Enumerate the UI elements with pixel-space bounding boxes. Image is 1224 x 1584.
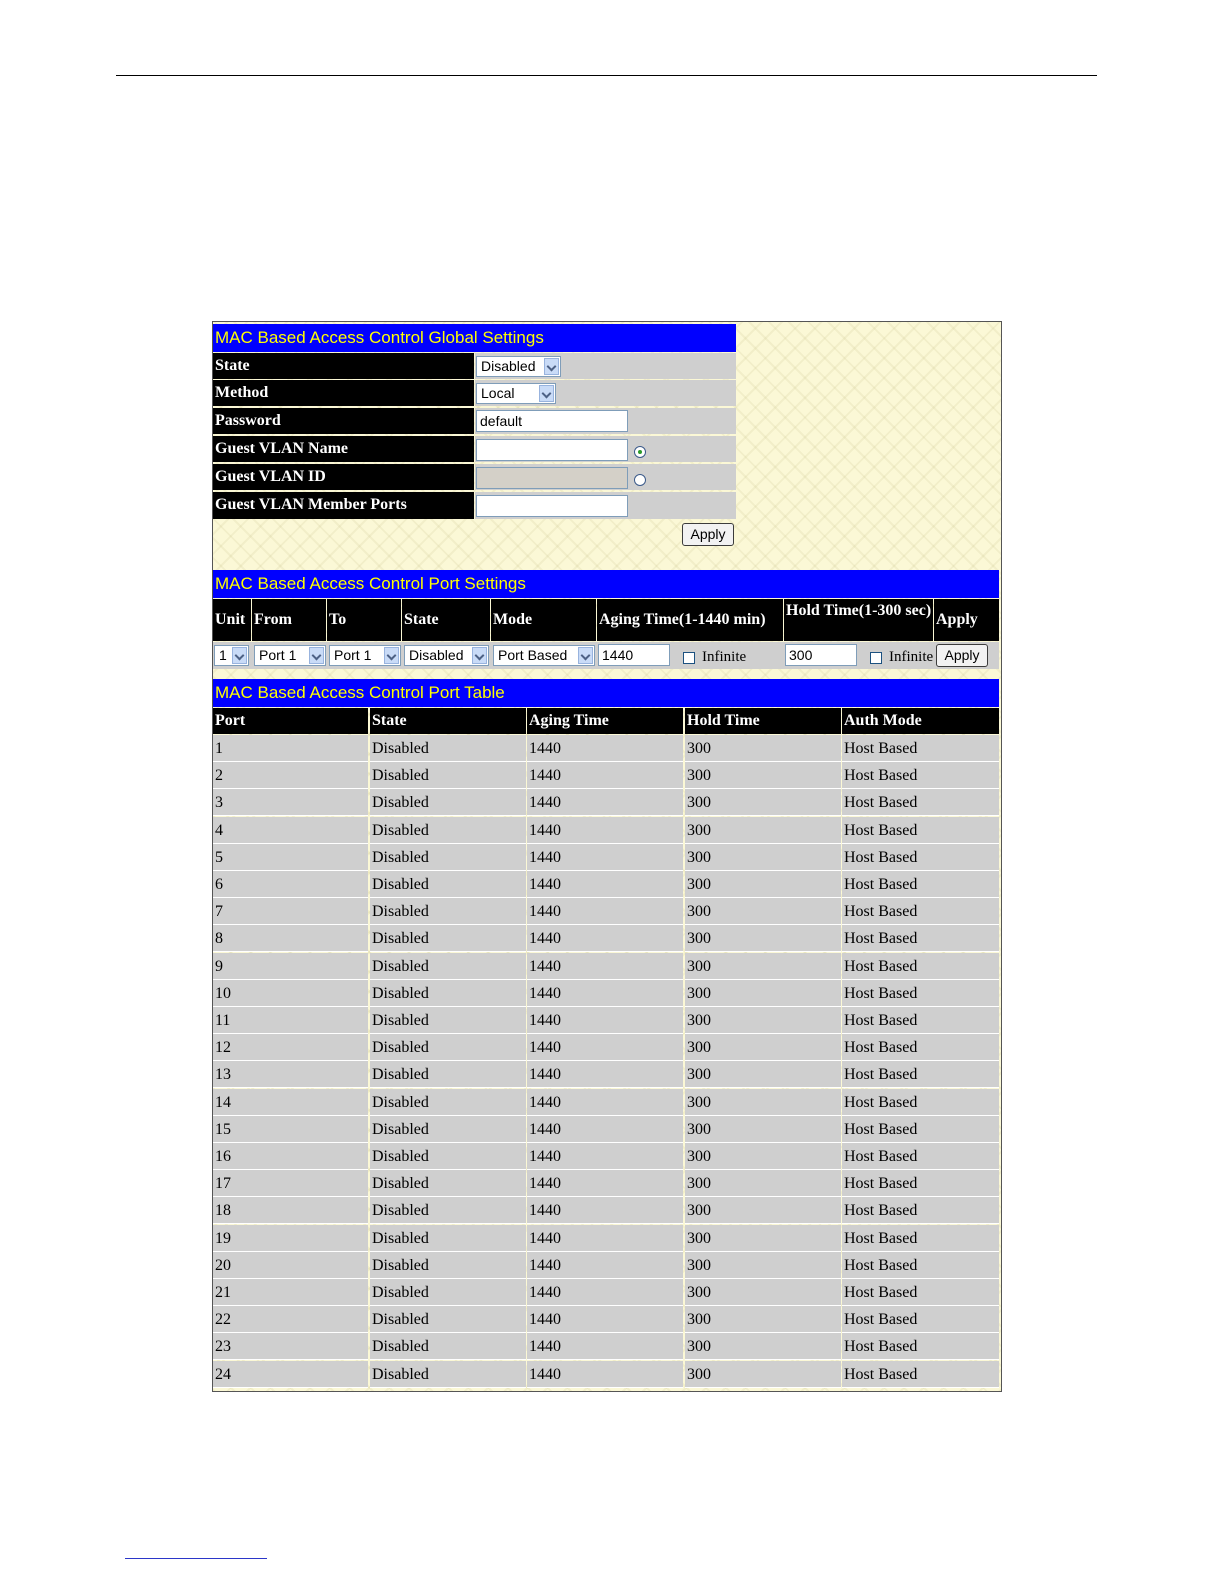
table-cell: 1440: [527, 1225, 683, 1252]
table-cell: 300: [685, 817, 841, 844]
state-select[interactable]: [476, 356, 561, 377]
hold-time-input[interactable]: [785, 644, 857, 666]
state-select-value: Disabled: [481, 358, 536, 374]
table-cell: 8: [213, 925, 368, 952]
table-cell: Host Based: [842, 1225, 999, 1252]
table-cell: 300: [685, 1333, 841, 1360]
table-cell: Disabled: [370, 1225, 526, 1252]
port-settings-header-hold-time: Hold Time(1-300 sec): [784, 599, 933, 641]
table-cell: 9: [213, 953, 368, 980]
table-cell: 1440: [527, 898, 683, 925]
table-cell: Host Based: [842, 1089, 999, 1116]
port-settings-header-unit: Unit: [213, 599, 251, 641]
chevron-down-icon: [539, 385, 554, 402]
aging-time-input[interactable]: [598, 644, 670, 666]
aging-infinite-label: Infinite: [702, 649, 747, 665]
table-cell: 3: [213, 789, 368, 816]
hold-infinite-label: Infinite: [889, 649, 934, 665]
port-settings-header-aging-time: Aging Time(1-1440 min): [597, 599, 783, 641]
table-cell: 1: [213, 735, 368, 762]
table-cell: Disabled: [370, 1034, 526, 1061]
chevron-down-icon: [544, 358, 559, 375]
table-cell: Host Based: [842, 1361, 999, 1388]
method-label: Method: [213, 380, 474, 406]
state-label: State: [213, 353, 474, 379]
table-cell: Host Based: [842, 1170, 999, 1197]
password-input-value: default: [480, 413, 523, 429]
table-cell: 1440: [527, 871, 683, 898]
port-table-header-hold-time: Hold Time: [685, 708, 841, 734]
table-cell: 1440: [527, 1007, 683, 1034]
table-cell: 300: [685, 1279, 841, 1306]
table-cell: Host Based: [842, 1007, 999, 1034]
table-cell: Host Based: [842, 735, 999, 762]
table-cell: 1440: [527, 1143, 683, 1170]
from-port-select[interactable]: [254, 645, 326, 666]
to-port-select[interactable]: [329, 645, 401, 666]
table-cell: Disabled: [370, 1252, 526, 1279]
password-input[interactable]: [476, 410, 628, 432]
chevron-down-icon: [578, 647, 593, 664]
table-cell: 300: [685, 1089, 841, 1116]
table-cell: 1440: [527, 735, 683, 762]
table-cell: 10: [213, 980, 368, 1007]
table-cell: 300: [685, 1170, 841, 1197]
table-cell: 24: [213, 1361, 368, 1388]
table-cell: 300: [685, 789, 841, 816]
table-cell: 300: [685, 1197, 841, 1224]
table-cell: 17: [213, 1170, 368, 1197]
method-select[interactable]: [476, 383, 556, 404]
port-table-title: MAC Based Access Control Port Table: [213, 679, 999, 707]
table-cell: Host Based: [842, 1143, 999, 1170]
table-cell: 1440: [527, 953, 683, 980]
table-cell: Host Based: [842, 1333, 999, 1360]
table-cell: 18: [213, 1197, 368, 1224]
table-cell: Disabled: [370, 1170, 526, 1197]
table-cell: Disabled: [370, 898, 526, 925]
table-cell: Host Based: [842, 817, 999, 844]
table-cell: 1440: [527, 1061, 683, 1088]
table-cell: Host Based: [842, 953, 999, 980]
mac-access-control-panel: [212, 321, 1002, 1392]
table-cell: 7: [213, 898, 368, 925]
chevron-down-icon: [232, 647, 247, 664]
table-cell: 1440: [527, 1252, 683, 1279]
table-cell: 1440: [527, 1279, 683, 1306]
table-cell: Disabled: [370, 735, 526, 762]
table-cell: Disabled: [370, 1007, 526, 1034]
table-cell: Host Based: [842, 1252, 999, 1279]
table-cell: Disabled: [370, 1089, 526, 1116]
table-cell: 14: [213, 1089, 368, 1116]
table-cell: 300: [685, 980, 841, 1007]
table-cell: 300: [685, 1007, 841, 1034]
table-cell: Disabled: [370, 980, 526, 1007]
table-cell: 300: [685, 1061, 841, 1088]
table-cell: Host Based: [842, 762, 999, 789]
port-settings-title: MAC Based Access Control Port Settings: [213, 570, 999, 598]
chevron-down-icon: [472, 647, 487, 664]
table-cell: Host Based: [842, 789, 999, 816]
table-cell: Disabled: [370, 1333, 526, 1360]
table-cell: 300: [685, 1252, 841, 1279]
table-cell: Host Based: [842, 871, 999, 898]
table-cell: 1440: [527, 1197, 683, 1224]
table-cell: 22: [213, 1306, 368, 1333]
port-table-header-port: Port: [213, 708, 368, 734]
table-cell: 6: [213, 871, 368, 898]
table-cell: 1440: [527, 1361, 683, 1388]
table-cell: Disabled: [370, 925, 526, 952]
table-cell: 1440: [527, 1116, 683, 1143]
table-cell: 1440: [527, 1089, 683, 1116]
table-cell: 2: [213, 762, 368, 789]
table-cell: Host Based: [842, 1034, 999, 1061]
port-table-header-aging-time: Aging Time: [527, 708, 683, 734]
table-cell: 1440: [527, 762, 683, 789]
table-cell: 5: [213, 844, 368, 871]
table-cell: Host Based: [842, 844, 999, 871]
table-cell: 300: [685, 1361, 841, 1388]
table-cell: 300: [685, 871, 841, 898]
table-cell: Host Based: [842, 1061, 999, 1088]
guest-vlan-member-ports-input[interactable]: [476, 495, 628, 517]
password-label: Password: [213, 408, 474, 434]
port-state-select[interactable]: [404, 645, 489, 666]
table-cell: 300: [685, 925, 841, 952]
table-cell: Disabled: [370, 871, 526, 898]
table-cell: 23: [213, 1333, 368, 1360]
table-cell: 4: [213, 817, 368, 844]
guest-vlan-name-label: Guest VLAN Name: [213, 436, 474, 462]
table-cell: Disabled: [370, 844, 526, 871]
table-cell: 300: [685, 1116, 841, 1143]
table-cell: Host Based: [842, 1306, 999, 1333]
table-cell: Disabled: [370, 1197, 526, 1224]
table-cell: 300: [685, 953, 841, 980]
table-cell: Host Based: [842, 980, 999, 1007]
table-cell: Host Based: [842, 1116, 999, 1143]
hold-infinite-checkbox[interactable]: [870, 652, 882, 664]
table-cell: Disabled: [370, 1116, 526, 1143]
table-cell: Host Based: [842, 925, 999, 952]
table-cell: Host Based: [842, 1279, 999, 1306]
global-apply-button[interactable]: Apply: [682, 523, 734, 546]
global-settings-title: MAC Based Access Control Global Settings: [213, 324, 736, 352]
table-cell: 300: [685, 1225, 841, 1252]
table-cell: 1440: [527, 789, 683, 816]
table-cell: 300: [685, 1034, 841, 1061]
footer-link-underline: [125, 1558, 267, 1559]
port-settings-header-state: State: [402, 599, 490, 641]
table-cell: 1440: [527, 980, 683, 1007]
unit-select-value: 1: [219, 647, 227, 663]
guest-vlan-name-input[interactable]: [476, 439, 628, 461]
page-top-rule: [116, 75, 1097, 76]
table-cell: 300: [685, 898, 841, 925]
table-cell: Disabled: [370, 1306, 526, 1333]
table-cell: 300: [685, 735, 841, 762]
guest-vlan-member-ports-label: Guest VLAN Member Ports: [213, 492, 474, 519]
table-cell: Disabled: [370, 1143, 526, 1170]
table-cell: 300: [685, 1143, 841, 1170]
table-cell: 300: [685, 1306, 841, 1333]
table-cell: Disabled: [370, 1061, 526, 1088]
aging-infinite-checkbox[interactable]: [683, 652, 695, 664]
table-cell: 1440: [527, 925, 683, 952]
mode-select[interactable]: [493, 645, 595, 666]
table-cell: 16: [213, 1143, 368, 1170]
table-cell: 13: [213, 1061, 368, 1088]
mode-select-value: Port Based: [498, 647, 568, 663]
table-cell: 1440: [527, 817, 683, 844]
guest-vlan-name-radio[interactable]: [634, 446, 646, 458]
table-cell: 11: [213, 1007, 368, 1034]
port-settings-header-apply: Apply: [934, 599, 999, 641]
table-cell: 15: [213, 1116, 368, 1143]
method-select-value: Local: [481, 385, 515, 401]
guest-vlan-id-input[interactable]: [476, 467, 628, 489]
table-cell: 19: [213, 1225, 368, 1252]
table-cell: 1440: [527, 1306, 683, 1333]
port-state-select-value: Disabled: [409, 647, 464, 663]
table-cell: 1440: [527, 1170, 683, 1197]
table-cell: Disabled: [370, 762, 526, 789]
aging-time-value: 1440: [602, 647, 634, 663]
hold-time-value: 300: [789, 647, 813, 663]
table-cell: Host Based: [842, 1197, 999, 1224]
table-cell: 1440: [527, 844, 683, 871]
port-settings-apply-button[interactable]: Apply: [936, 644, 988, 667]
table-cell: 12: [213, 1034, 368, 1061]
port-settings-header-to: To: [327, 599, 401, 641]
table-cell: 300: [685, 844, 841, 871]
port-table-header-auth-mode: Auth Mode: [842, 708, 999, 734]
guest-vlan-id-radio[interactable]: [634, 474, 646, 486]
table-cell: Disabled: [370, 1279, 526, 1306]
table-cell: Disabled: [370, 789, 526, 816]
table-cell: 300: [685, 762, 841, 789]
from-port-select-value: Port 1: [259, 647, 297, 663]
table-cell: 1440: [527, 1034, 683, 1061]
table-cell: Host Based: [842, 898, 999, 925]
table-cell: 21: [213, 1279, 368, 1306]
table-cell: 20: [213, 1252, 368, 1279]
guest-vlan-id-label: Guest VLAN ID: [213, 464, 474, 490]
table-cell: Disabled: [370, 953, 526, 980]
port-settings-header-mode: Mode: [491, 599, 596, 641]
table-cell: Disabled: [370, 817, 526, 844]
chevron-down-icon: [384, 647, 399, 664]
table-cell: 1440: [527, 1333, 683, 1360]
chevron-down-icon: [309, 647, 324, 664]
table-cell: Disabled: [370, 1361, 526, 1388]
port-settings-header-from: From: [252, 599, 326, 641]
unit-select[interactable]: [214, 645, 249, 666]
to-port-select-value: Port 1: [334, 647, 372, 663]
port-table-header-state: State: [370, 708, 526, 734]
